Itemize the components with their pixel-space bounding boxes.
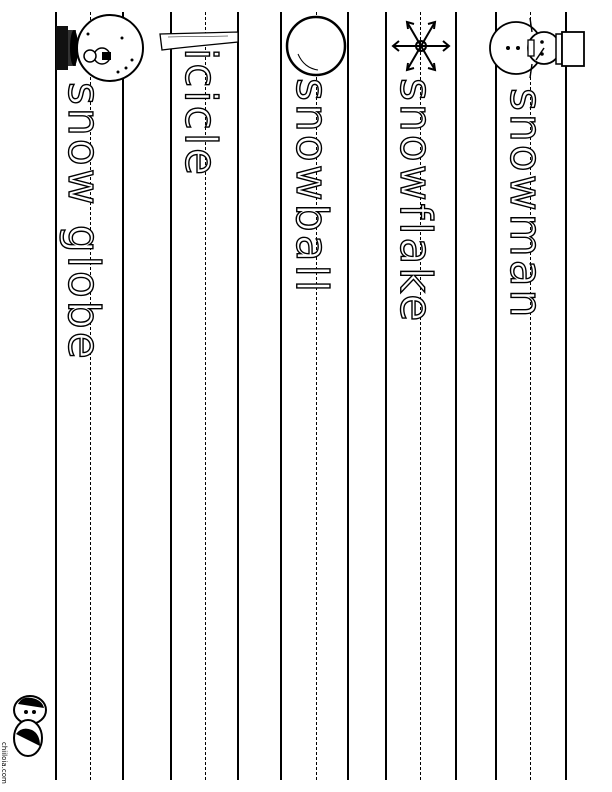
chiiloia-logo-icon [2, 690, 52, 780]
snowman-icon [486, 12, 596, 82]
handwriting-line [385, 12, 387, 780]
icicle-icon [158, 30, 242, 52]
trace-word-snow-globe: snow globe [58, 82, 109, 362]
handwriting-line [55, 12, 57, 780]
handwriting-line [237, 12, 239, 780]
snow-globe-icon [52, 12, 148, 84]
trace-word-icicle: icicle [175, 48, 226, 179]
trace-word-snowflake: snowflake [390, 78, 441, 325]
trace-word-snowball: snowball [286, 78, 337, 296]
handwriting-line [170, 12, 172, 780]
trace-word-snowman: snowman [500, 88, 551, 321]
snowball-icon [284, 14, 350, 78]
site-credit: chiiloia.com [0, 742, 8, 784]
handwriting-line [565, 12, 567, 780]
handwriting-line [495, 12, 497, 780]
handwriting-line [280, 12, 282, 780]
snowflake-icon [388, 16, 454, 76]
handwriting-line [122, 12, 124, 780]
handwriting-line [455, 12, 457, 780]
handwriting-line [347, 12, 349, 780]
